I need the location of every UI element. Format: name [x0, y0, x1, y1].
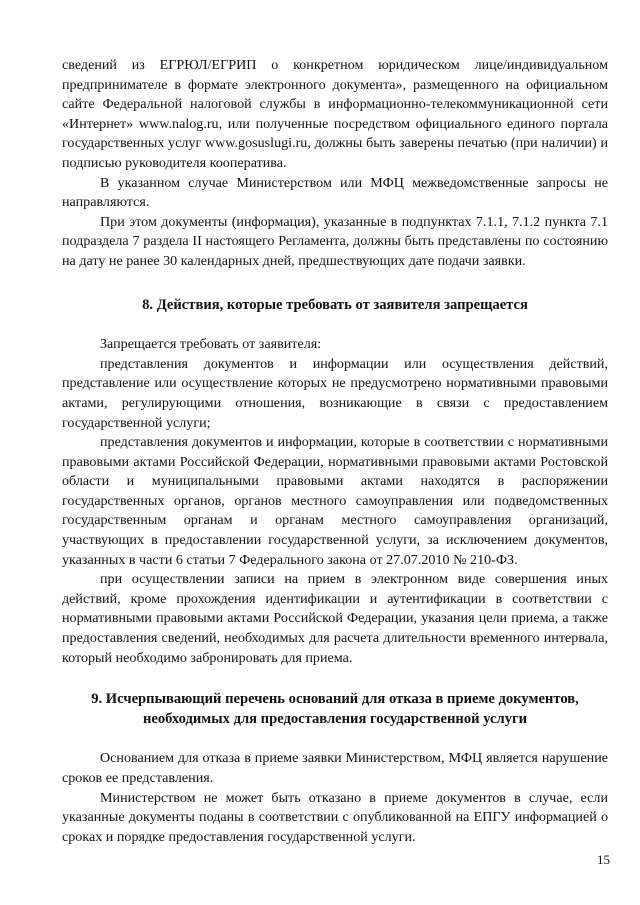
intro-paragraph-3: При этом документы (информация), указанные в подпунктах 7.1.1, 7.1.2 пункта 7.1 подраздела 7 раздела II настоящего Регламента, должны быть представлены по состоянию на дату не ранее 30 календарных дней, предшествующих дате подачи заявки.	[62, 213, 608, 269]
section-8-paragraph-2: представления документов и информации или осуществления действий, представление или осуществление которых не предусмотрено нормативными правовыми актами, регулирующими отношения, возникающие в связи с предоставлением государственной услуги;	[62, 355, 608, 431]
section-8-paragraph-4: при осуществлении записи на прием в электронном виде совершения иных действий, кроме прохождения идентификации и аутентификации в соответствии с нормативными правовыми актами Российской Федерации, указания цели приема, а также предоставления сведений, необходимых для расчета длительности временного интервала, который необходимо забронировать для приема.	[62, 571, 608, 666]
section-8-paragraph-1: Запрещается требовать от заявителя:	[100, 336, 322, 353]
section-9-heading-line-1: 9. Исчерпывающий перечень оснований для отказа в приеме документов,	[91, 691, 579, 708]
intro-paragraph-1: сведений из ЕГРЮЛ/ЕГРИП о конкретном юридическом лице/индивидуальном предпринимателе в формате электронного документа», размещенного на официальном сайте Федеральной налоговой службы в информационно-телекоммуникационной сети «Интернет» www.nalog.ru, или полученные посредством официального единого портала государственных услуг www.gosuslugi.ru, должны быть заверены печатью (при наличии) и подписью руководителя кооператива.	[62, 57, 608, 171]
intro-paragraph-2: В указанном случае Министерством или МФЦ межведомственные запросы не направляются.	[62, 174, 608, 211]
section-9-heading-line-2: необходимых для предоставления государственной услуги	[142, 710, 528, 727]
page-number: 15	[597, 852, 610, 867]
section-9-paragraph-2: Министерством не может быть отказано в приеме документов в случае, если указанные документы поданы в соответствии с опубликованной на ЕПГУ информацией о сроках и порядке предоставления государственной услуги.	[62, 789, 608, 845]
section-8-heading: 8. Действия, которые требовать от заявителя запрещается	[142, 296, 528, 313]
section-9-paragraph-1: Основанием для отказа в приеме заявки Министерством, МФЦ является нарушение сроков ее представления.	[62, 750, 608, 786]
section-8-paragraph-3: представления документов и информации, которые в соответствии с нормативными правовыми актами Российской Федерации, нормативными правовыми актами Ростовской области и муниципальными правовыми актами находятся в распоряжении государственных органов, органов местного самоуправления или подведомственных государственным органам и органам местного самоуправления организаций, участвующих в предоставлении государственной услуги, за исключением документов, указанных в части 6 статьи 7 Федерального закона от 27.07.2010 № 210-ФЗ.	[62, 434, 608, 568]
section-9-heading	[62, 690, 608, 729]
